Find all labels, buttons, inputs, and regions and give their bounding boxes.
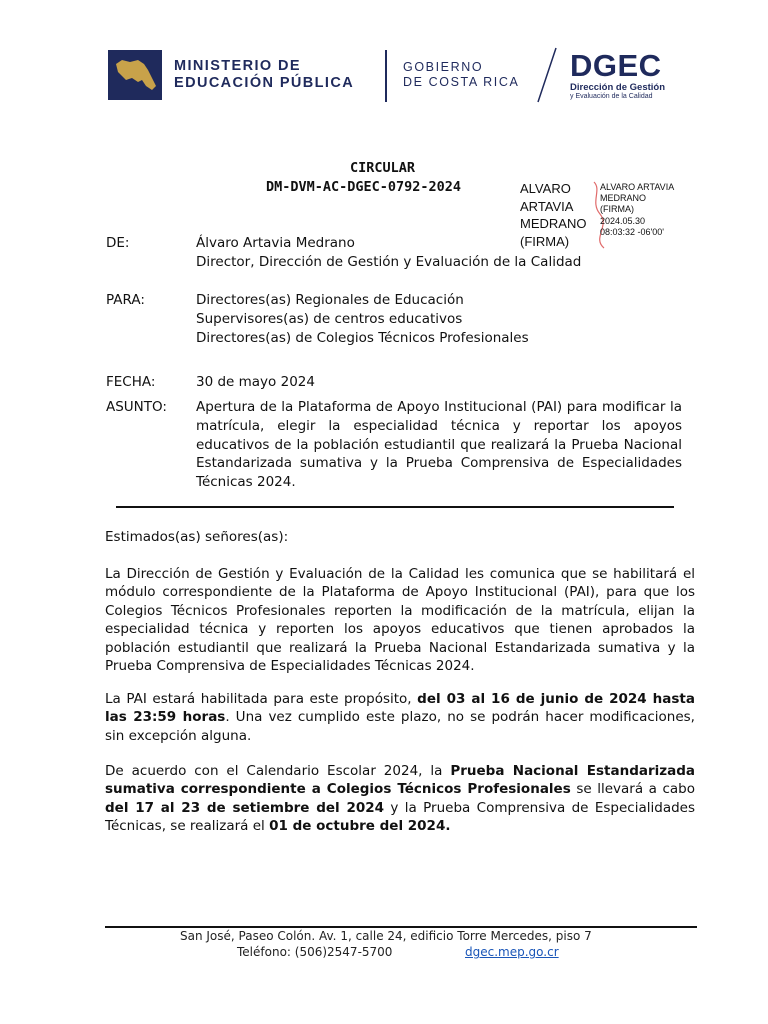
- dgec-subtitle-2: y Evaluación de la Calidad: [570, 93, 653, 100]
- footer-divider: [105, 926, 697, 928]
- document-code: DM-DVM-AC-DGEC-0792-2024: [266, 179, 462, 195]
- costa-rica-map-logo: [108, 50, 162, 100]
- document-type: CIRCULAR: [350, 160, 416, 176]
- body-paragraph-2: La PAI estará habilitada para este propósito, del 03 al 16 de junio de 2024 hasta las 23:59 horas. Una vez cumplido este plazo, no se podrán hacer modificaciones, sin excepción alguna.: [105, 691, 695, 744]
- slash-divider: [536, 46, 558, 104]
- separator-line: [116, 506, 674, 508]
- footer-address: San José, Paseo Colón. Av. 1, calle 24, edificio Torre Mercedes, piso 7: [180, 929, 592, 943]
- fecha-label: FECHA:: [106, 374, 156, 390]
- de-label: DE:: [106, 235, 130, 251]
- dgec-subtitle: Dirección de Gestión: [570, 82, 666, 93]
- ministry-name: MINISTERIO DE EDUCACIÓN PÚBLICA: [174, 58, 355, 91]
- asunto-label: ASUNTO:: [106, 399, 167, 415]
- para-label: PARA:: [106, 292, 145, 308]
- para-recipient: Directores(as) Regionales de Educación: [196, 292, 464, 308]
- body-paragraph-1: La Dirección de Gestión y Evaluación de la Calidad les comunica que se habilitará el módulo correspondiente de la Plataforma de Apoyo Institucional (PAI), para que los Colegios Técnicos Profesionales reporten la modificación de la matrícula, elijan la especialidad técnica y reporten los apoyos educativos que tienen aprobados la población estudiantil que realizará la Prueba Nacional Estandarizada sumativa y la Prueba Comprensiva de Especialidades Técnicas 2024.: [105, 566, 695, 675]
- costa-rica-map-icon: [108, 50, 162, 100]
- de-role: Director, Dirección de Gestión y Evaluación de la Calidad: [196, 254, 582, 270]
- digital-signature-details: ALVARO ARTAVIA MEDRANO (FIRMA) 2024.05.30 08:03:32 -06'00': [600, 182, 675, 237]
- header-divider: [385, 50, 387, 102]
- para-recipient: Supervisores(as) de centros educativos: [196, 311, 463, 327]
- de-name: Álvaro Artavia Medrano: [196, 235, 355, 251]
- asunto-value: Apertura de la Plataforma de Apoyo Institucional (PAI) para modificar la matrícula, elegir la especialidad técnica y reportar los apoyos educativos de la población estudiantil que realizará la Prueba Nacional Estandarizada sumativa y la Prueba Comprensiva de Especialidades Técnicas 2024.: [196, 399, 682, 491]
- signature-name: ALVARO ARTAVIA MEDRANO (FIRMA): [520, 181, 587, 249]
- body-paragraph-3: De acuerdo con el Calendario Escolar 2024, la Prueba Nacional Estandarizada sumativa correspondiente a Colegios Técnicos Profesionales se llevará a cabo del 17 al 23 de setiembre del 2024 y la Prueba Comprensiva de Especialidades Técnicas, se realizará el 01 de octubre del 2024.: [105, 763, 696, 835]
- para-recipient: Directores(as) de Colegios Técnicos Profesionales: [196, 330, 529, 346]
- dgec-logo: DGEC: [570, 48, 662, 83]
- greeting: Estimados(as) señores(as):: [105, 529, 289, 545]
- footer-website-link[interactable]: dgec.mep.go.cr: [465, 945, 559, 959]
- letterhead: [108, 44, 684, 110]
- fecha-value: 30 de mayo 2024: [196, 374, 315, 390]
- footer-phone: Teléfono: (506)2547-5700: [237, 945, 393, 959]
- government-name: GOBIERNO DE COSTA RICA: [403, 60, 520, 89]
